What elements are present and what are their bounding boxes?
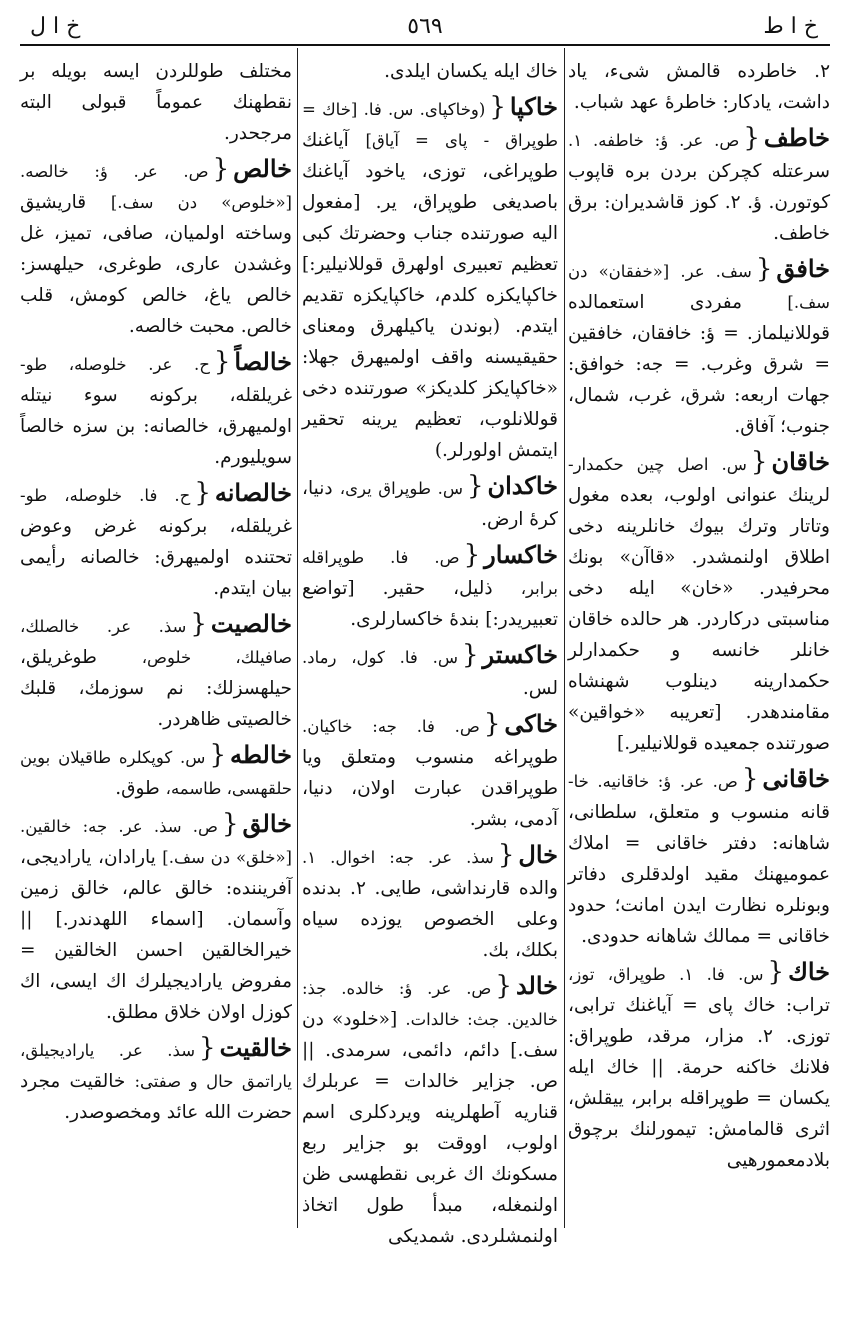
brace-glyph: { [750, 447, 768, 477]
entry-headword: خاك [788, 957, 830, 986]
entry-grammar: س. فا. کول، رماد. [302, 648, 458, 667]
entry-grammar: ص. عر. ؤ: خاطفه. ١. [568, 131, 740, 150]
entry-headword: خاقان [771, 447, 830, 476]
entry-grammar: س. کوپکلره طاقیلان بوین حلقهسی، طاسمه، [20, 748, 292, 798]
entry-headword: خالص [233, 154, 292, 183]
left-column [20, 56, 292, 1226]
dictionary-entry [302, 639, 558, 704]
dictionary-entry [568, 446, 830, 759]
brace-glyph: { [497, 840, 515, 870]
entry-grammar: ص. عر. ؤ: خاقانیه. خا- [568, 772, 738, 791]
brace-glyph: { [495, 971, 512, 1001]
entry-definition: غریلقله، برکونه غرض وعوض تحتنده اولمیهرق: خالصانه رأیمی بیان ایتدم. [20, 516, 292, 599]
dictionary-entry [568, 122, 830, 249]
entry-grammar: ص. فا. طوپراقله برابر، [302, 548, 558, 598]
dictionary-entry [302, 56, 558, 87]
entry-headword: خالق [242, 809, 292, 838]
entry-grammar: ص. سذ. عر. جه: خالقین. [«خلق» دن سف.] [20, 817, 292, 867]
entry-definition: غریلقله، برکونه سوء نیتله اولمیهرق، خالصانه: بن سزه خالصاً سویلیورم. [20, 385, 292, 468]
page-number: ٥٦٩ [407, 14, 443, 39]
entry-grammar: ح. فا. خلوصله، طو- [20, 486, 191, 505]
entry-headword: خال [518, 840, 558, 869]
dictionary-entry [302, 470, 558, 535]
entry-grammar: سذ. عر. خالصلك، صافیلك، خلوص، [20, 617, 292, 667]
entry-headword: خالد [515, 971, 558, 1000]
column-divider-left [297, 48, 298, 1228]
entry-headword: خالصیت [210, 609, 292, 638]
entry-definition: والده قارنداشی، طایی. ٢. بدنده وعلی الخصوص یوزده سیاه بکلك، بك. [302, 878, 558, 961]
entry-grammar: ص. عر. ؤ: خالده. جذ: خالدین. جث: خالدات. [302, 979, 558, 1029]
entry-headword: خالصاً [234, 347, 292, 376]
entry-definition: ذلیل، حقیر. [تواضع تعبیریدر:] بندهٔ خاکسارلری. [302, 578, 558, 630]
dictionary-entry [302, 970, 558, 1252]
entry-definition: آیاغنك طوپراغی، توزی، یاخود آیاغنك باصدیغی طوپراق، یر. [مفعول الیه صورتنده جناب وحضرتك کبی تعظیم تعبیری اولهرق قوللانیلیر:] خاکپایکزه کلدم، خاکپایکزه تقدیم ایتدم. (بوندن یاکیلهرق ومعنای حقیقیسنه واقف اولمیهرق جهلا: «خاکپایکز کلدیکز» صورتنده دخی قوللانلوب، تعظیم یرینه تحقیر ایتمش اولورلر.) [302, 130, 558, 461]
entry-definition: لس. [522, 678, 558, 699]
dictionary-entry [302, 839, 558, 966]
entry-grammar: ص. فا. جه: خاکیان. [302, 717, 480, 736]
dictionary-entry [20, 608, 292, 735]
dictionary-entry [302, 91, 558, 466]
dictionary-entry [20, 346, 292, 473]
entry-definition: قاریشیق وساخته اولمیان، صافی، تمیز، غل وغشدن عاری، طوغری، حیلهسز: خالص یاغ، خالص کومش، قلب خالص. محبت خالصه. [20, 192, 292, 337]
entry-grammar: سف. عر. [«خفقان» دن سف.] [568, 262, 830, 312]
entry-definition: ٢. خاطرده قالمش شیء، یاد داشت، یادکار: خاطرهٔ عهد شباب. [568, 61, 830, 113]
brace-glyph: { [190, 609, 207, 639]
brace-glyph: { [741, 764, 759, 794]
entry-definition: مختلف طوللردن ایسه بویله بر نقطهنك عموماً قبولی البته مرجحدر. [20, 61, 292, 144]
brace-glyph: { [461, 640, 479, 670]
dictionary-entry [20, 477, 292, 604]
dictionary-entry [302, 708, 558, 835]
left-section-label: خ ا ل [30, 14, 81, 39]
entry-definition: یارادان، یارادیجی، آفریننده: خالق عالم، خالق زمین وآسمان. [اسماء اللهدندر.] || خیرالخالقین احسن الخالقین = مفروض یارادیجیلرك اك ایسی، اك کوزل اولان خلاق مطلق. [20, 847, 292, 1023]
entry-definition: سرعتله کچرکن بردن بره قاپوب کوتورن. ؤ. ٢. کوز قاشدیران: برق خاطف. [568, 161, 830, 244]
entry-grammar: س. اصل چین حکمدار- [568, 455, 747, 474]
entry-headword: خاکپا [509, 92, 558, 121]
entry-headword: خالقیت [219, 1033, 292, 1062]
brace-glyph: { [209, 740, 226, 770]
brace-glyph: { [466, 471, 484, 501]
brace-glyph: { [483, 709, 501, 739]
entry-headword: خاکدان [487, 471, 558, 500]
entry-grammar: س. فا. ١. طوپراق، توز، [568, 965, 764, 984]
brace-glyph: { [221, 809, 239, 839]
entry-grammar: سذ. عر. جه: اخوال. ١. [302, 848, 494, 867]
dictionary-entry [302, 539, 558, 635]
dictionary-entry [568, 956, 830, 1176]
entry-grammar: سذ. عر. یارادیجیلق، یاراتمق حال و صفتی: [20, 1041, 292, 1091]
brace-glyph: { [743, 123, 760, 153]
brace-glyph: { [463, 540, 481, 570]
entry-grammar: س. طوپراق یری، [339, 479, 463, 498]
entry-definition: قانه منسوب و متعلق، سلطانی، شاهانه: دفتر خاقانی = املاك عمومیهنك مقید اولدقلری دفاتر وبونلره نظارت ایدن امانت؛ حدود خاقانی = ممالك شاهانه حدودی. [568, 802, 830, 947]
dictionary-entry [20, 739, 292, 804]
dictionary-entry [20, 808, 292, 1028]
dictionary-entry [20, 153, 292, 342]
brace-glyph: { [767, 957, 785, 987]
middle-column [302, 56, 558, 1247]
brace-glyph: { [199, 1033, 216, 1063]
entry-headword: خاکی [504, 709, 558, 738]
brace-glyph: { [194, 478, 211, 508]
entry-definition: خاك ایله یکسان ایلدی. [384, 61, 558, 82]
entry-definition: [«خلود» دن سف.] دائم، دائمی، سرمدی. || ص. جزایر خالدات = عربلرك قناریه آطهلرینه ویردکلری اسم اولوب، اووقت بو جزایر ربع مسکونك اك غربی نقطهسی ظن اولنمغله، مبدأ طول اتخاذ اولنمشلردی. شمدیکی [302, 1009, 558, 1247]
column-divider-right [564, 48, 565, 1228]
dictionary-entry [568, 253, 830, 442]
dictionary-entry [20, 1032, 292, 1128]
entry-definition: خالقیت مجرد حضرت الله عائد ومخصوصدر. [20, 1071, 292, 1123]
entry-headword: خاطف [763, 123, 830, 152]
brace-glyph: { [755, 254, 773, 284]
right-column [568, 56, 830, 1226]
brace-glyph: { [212, 154, 230, 184]
entry-definition: تراب: خاك پای = آیاغنك ترابی، توزی. ٢. مزار، مرقد، طوپراق: فلانك خاکنه حرمة. || خاك ایله یکسان = طوپراقله برابر، ییقلش، اثری قالمامش: تیمورلنك برچوق بلادمعمورهیی [568, 995, 830, 1171]
entry-definition: طوغریلق، حیلهسزلك: نم سوزمك، قلبك خالصیتی ظاهردر. [20, 647, 292, 730]
entry-headword: خاکستر [482, 640, 558, 669]
brace-glyph: { [489, 92, 506, 122]
entry-headword: خاقانی [762, 764, 830, 793]
page-header [20, 14, 830, 40]
entry-headword: خافق [776, 254, 830, 283]
dictionary-entry [20, 56, 292, 149]
entry-definition: طوق. [115, 778, 160, 799]
entry-definition: لرینك عنوانی اولوب، بعده مغول وتاتار وترك بیوك خانلرینه دخی اطلاق اولنمشدر. «قاآن» بونك محرفیدر. «خان» ایله دخی مناسبتی درکاردر. هر حالده خاقان خانلر خانسه و حکمدارلر حکمدارینه دینلوب شهنشاه مقامندهدر. [تعریبه «خواقین» صورتنده جمعیده قوللانیلیر.] [568, 485, 830, 754]
entry-headword: خالطه [229, 740, 292, 769]
entry-grammar: ص. عر. ؤ: خالصه. [«خلوص» دن سف.] [20, 162, 292, 212]
header-rule [20, 44, 830, 46]
dictionary-entry [568, 763, 830, 952]
entry-definition: طوپراغه منسوب ومتعلق ویا طوپراقدن عبارت اولان، دنیا، آدمی، بشر. [302, 747, 558, 830]
entry-headword: خاکسار [484, 540, 558, 569]
brace-glyph: { [213, 347, 231, 377]
entry-grammar: ح. عر. خلوصله، طو- [20, 355, 210, 374]
entry-definition: دنیا، کرهٔ ارض. [302, 478, 558, 530]
entry-headword: خالصانه [214, 478, 292, 507]
right-section-label: خ ا ط [763, 14, 818, 39]
dictionary-entry [568, 56, 830, 118]
entry-grammar: (وخاکپای. س. فا. [خاك = طوپراق - پای = آیاق] [302, 100, 558, 150]
entry-definition: مفردی استعمالده قوللانیلماز. = ؤ: خافقان، خافقین = شرق وغرب. = جه: خوافق: جهات اربعه: شرق، غرب، شمال، جنوب؛ آفاق. [568, 292, 830, 437]
